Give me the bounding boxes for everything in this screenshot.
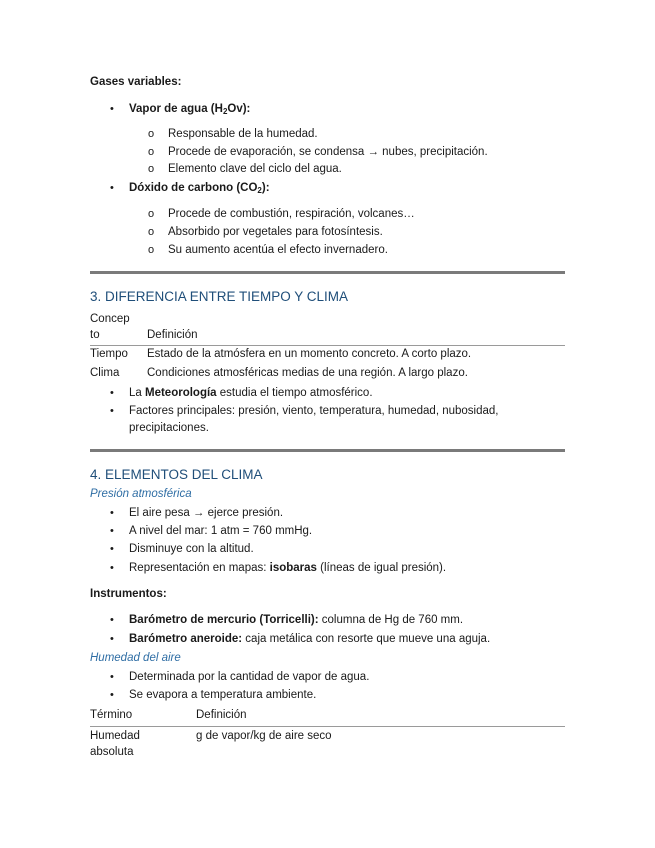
bullet-icon: • bbox=[110, 689, 114, 701]
factores-item-line2: precipitaciones. bbox=[129, 422, 209, 434]
bullet-icon: • bbox=[110, 525, 114, 537]
table-header-concept: to bbox=[90, 329, 100, 341]
bullet-icon: • bbox=[110, 182, 114, 194]
presion-item: Representación en mapas: isobaras (líneas de igual presión). bbox=[129, 562, 447, 574]
co2-label: Dóxido de carbono $(CO_2)$: bbox=[129, 182, 270, 195]
table-cell-concept: Tiempo bbox=[90, 348, 128, 360]
bullet-icon: • bbox=[110, 562, 114, 574]
circle-bullet-icon: o bbox=[148, 128, 155, 140]
bullet-icon: • bbox=[110, 543, 114, 555]
circle-bullet-icon: o bbox=[148, 226, 155, 238]
co2-item: Absorbido por vegetales para fotosíntesis. bbox=[168, 226, 383, 238]
bullet-icon: • bbox=[110, 633, 114, 645]
table-cell-term: absoluta bbox=[90, 746, 134, 758]
section-divider bbox=[90, 271, 565, 274]
bullet-icon: • bbox=[110, 405, 114, 417]
bullet-icon: • bbox=[110, 387, 114, 399]
vapor-item: Procede de evaporación, se condensa → nubes, precipitación. bbox=[168, 146, 488, 158]
vapor-item: Responsable de la humedad. bbox=[168, 128, 318, 140]
meteorologia-item: La Meteorología estudia el tiempo atmosférico. bbox=[129, 387, 373, 399]
table-header-term: Término bbox=[90, 709, 133, 721]
circle-bullet-icon: o bbox=[148, 146, 155, 158]
bullet-icon: • bbox=[110, 103, 114, 115]
instrumento-item: Barómetro aneroide: caja metálica con resorte que mueve una aguja. bbox=[129, 633, 491, 645]
instrumentos-title: Instrumentos: bbox=[90, 588, 167, 600]
co2-item: Procede de combustión, respiración, volcanes… bbox=[168, 208, 415, 220]
table-header-definition: Definición bbox=[196, 709, 247, 721]
section-divider bbox=[90, 449, 565, 452]
presion-item: Disminuye con la altitud. bbox=[129, 543, 254, 555]
table-header-rule bbox=[90, 726, 565, 727]
table-cell-definition: g de vapor/kg de aire seco bbox=[196, 730, 332, 742]
table-cell-term: Humedad bbox=[90, 730, 140, 742]
table-header-definition: Definición bbox=[147, 329, 198, 341]
circle-bullet-icon: o bbox=[148, 208, 155, 220]
co2-item: Su aumento acentúa el efecto invernadero. bbox=[168, 244, 388, 256]
presion-item: A nivel del mar: 1 atm = 760 mmHg. bbox=[129, 525, 313, 537]
bullet-icon: • bbox=[110, 671, 114, 683]
presion-item: El aire pesa → ejerce presión. bbox=[129, 507, 284, 519]
vapor-label: Vapor de agua $(H_2Ov)$: bbox=[129, 103, 251, 116]
circle-bullet-icon: o bbox=[148, 244, 155, 256]
table-header-concept: Concep bbox=[90, 313, 130, 325]
table-header-rule bbox=[90, 345, 565, 346]
circle-bullet-icon: o bbox=[148, 163, 155, 175]
factores-item-line1: Factores principales: presión, viento, temperatura, humedad, nubosidad, bbox=[129, 405, 499, 417]
table-cell-definition: Condiciones atmosféricas medias de una región. A largo plazo. bbox=[147, 367, 468, 379]
gases-title: Gases variables: bbox=[90, 76, 182, 88]
humedad-item: Se evapora a temperatura ambiente. bbox=[129, 689, 317, 701]
humedad-subheading: Humedad del aire bbox=[90, 652, 181, 664]
section3-heading: 3. DIFERENCIA ENTRE TIEMPO Y CLIMA bbox=[90, 289, 349, 304]
presion-subheading: Presión atmosférica bbox=[90, 488, 192, 500]
bullet-icon: • bbox=[110, 507, 114, 519]
vapor-item: Elemento clave del ciclo del agua. bbox=[168, 163, 342, 175]
table-cell-concept: Clima bbox=[90, 367, 120, 379]
table-cell-definition: Estado de la atmósfera en un momento concreto. A corto plazo. bbox=[147, 348, 472, 360]
bullet-icon: • bbox=[110, 614, 114, 626]
section4-heading: 4. ELEMENTOS DEL CLIMA bbox=[90, 467, 263, 482]
humedad-item: Determinada por la cantidad de vapor de agua. bbox=[129, 671, 370, 683]
instrumento-item: Barómetro de mercurio (Torricelli): columna de Hg de 760 mm. bbox=[129, 614, 464, 626]
